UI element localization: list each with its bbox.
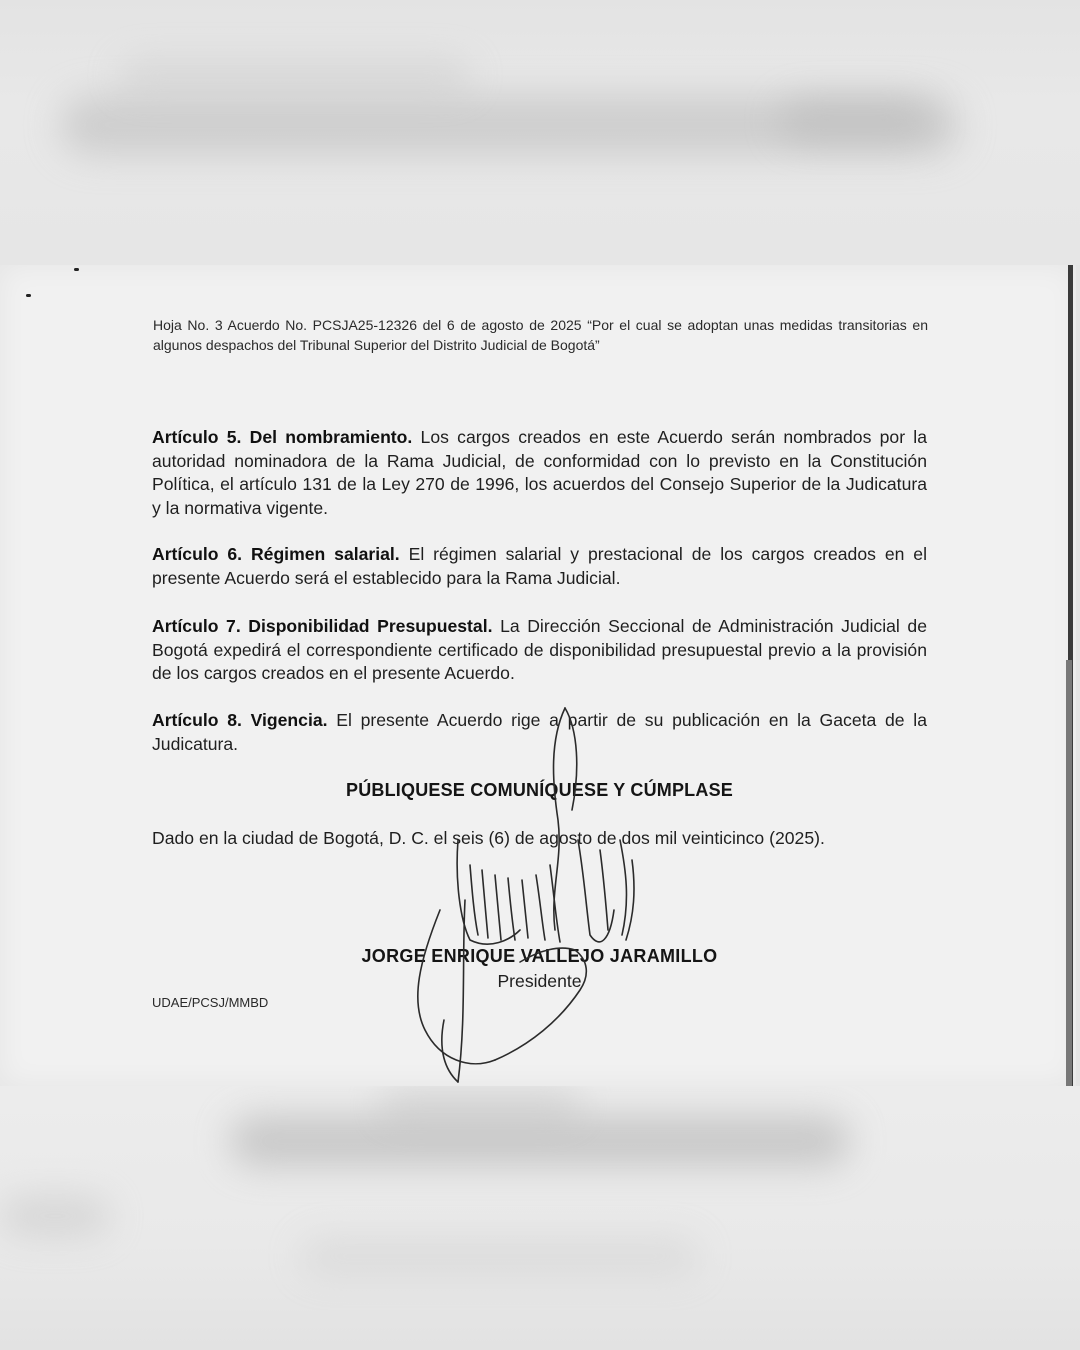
article-heading: Artículo 7. Disponibilidad Presupuestal. (152, 616, 493, 636)
signer-role: Presidente (497, 971, 582, 991)
page-header: Hoja No. 3 Acuerdo No. PCSJA25-12326 del 6 de agosto de 2025 “Por el cual se adoptan unas medidas transitorias en algunos despachos del Tribunal Superior del Distrito Judicial de Bogotá” (153, 317, 928, 353)
handwritten-signature (400, 700, 660, 1090)
article-6 (152, 543, 927, 590)
page-edge-highlight (1066, 660, 1072, 1086)
article-body: Los cargos creados en este Acuerdo serán nombrados por la autoridad nominadora de la Rama Judicial, de conformidad con lo previsto en la Constitución Política, el artículo 131 de la Ley 270 de 1996, los acuerdos del Consejo Superior de la Judicatura y la normativa vigente. (152, 427, 927, 518)
article-7 (152, 615, 927, 686)
blurred-background-top (0, 0, 1080, 265)
blurred-background-bottom (0, 1086, 1080, 1350)
reference-code: UDAE/PCSJ/MMBD (152, 995, 269, 1010)
paper-speck (74, 268, 79, 271)
article-heading: Artículo 8. Vigencia. (152, 710, 328, 730)
signer-name: JORGE ENRIQUE VALLEJO JARAMILLO (361, 946, 718, 966)
given-at-statement: Dado en la ciudad de Bogotá, D. C. el seis (6) de agosto de dos mil veinticinco (2025). (152, 828, 825, 848)
article-body: La Dirección Seccional de Administración Judicial de Bogotá expedirá el correspondiente certificado de disponibilidad presupuestal previo a la provisión de los cargos creados en el presente Acuerdo. (152, 616, 927, 683)
article-heading: Artículo 5. Del nombramiento. (152, 427, 413, 447)
paper-speck (26, 294, 31, 297)
article-5 (152, 426, 927, 520)
proclamation: PÚBLIQUESE COMUNÍQUESE Y CÚMPLASE (346, 780, 733, 800)
article-body: El régimen salarial y prestacional de los cargos creados en el presente Acuerdo será el establecido para la Rama Judicial. (152, 544, 927, 588)
article-heading: Artículo 6. Régimen salarial. (152, 544, 400, 564)
article-body: El presente Acuerdo rige a partir de su publicación en la Gaceta de la Judicatura. (152, 710, 927, 754)
